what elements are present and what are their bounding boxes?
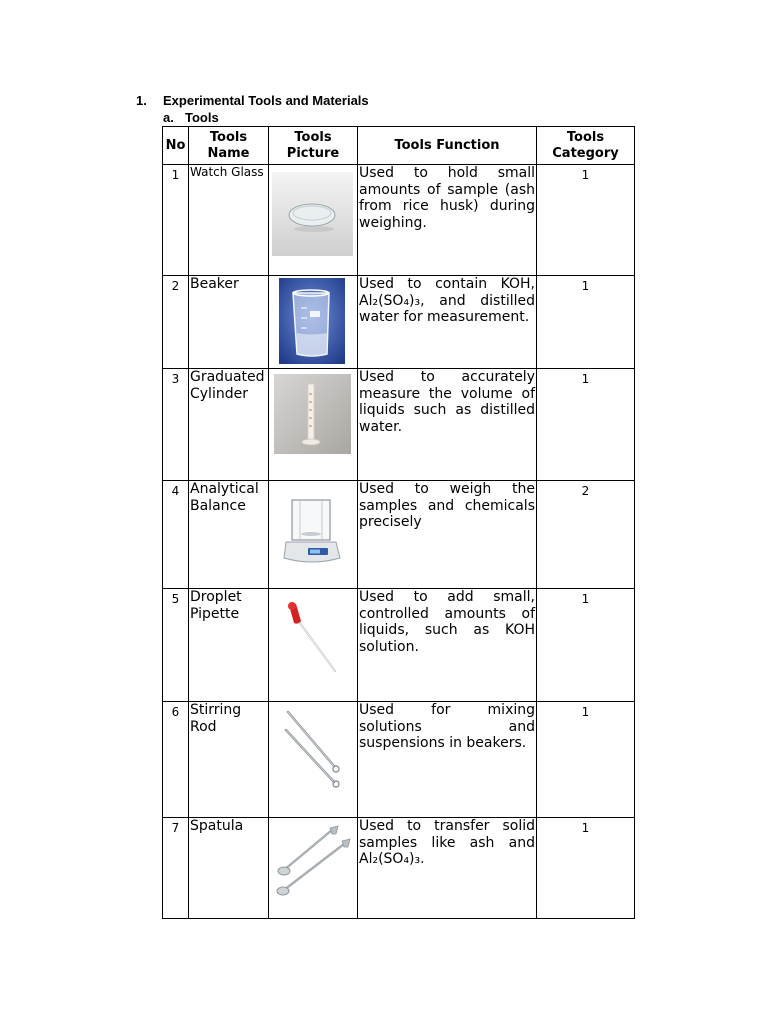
table-row bbox=[163, 702, 635, 818]
tool-category: 2 bbox=[537, 481, 635, 589]
tool-function: Used for mixing solutions and suspensions in beakers. bbox=[358, 702, 537, 818]
row-number: 1 bbox=[163, 165, 189, 276]
table-row bbox=[163, 276, 635, 369]
table-row bbox=[163, 369, 635, 481]
tool-name: Watch Glass bbox=[189, 165, 269, 276]
graduated-cylinder-icon bbox=[274, 374, 351, 454]
tool-function: Used to weigh the samples and chemicals precisely bbox=[358, 481, 537, 589]
subsection-heading bbox=[163, 110, 219, 125]
table-row bbox=[163, 481, 635, 589]
tool-function: Used to hold small amounts of sample (ash from rice husk) during weighing. bbox=[358, 165, 537, 276]
spatula-icon bbox=[274, 824, 354, 900]
tool-name: Graduated Cylinder bbox=[189, 369, 269, 481]
section-number: 1. bbox=[136, 93, 147, 108]
table-row bbox=[163, 818, 635, 919]
tool-picture bbox=[269, 276, 358, 369]
tool-name: Spatula bbox=[189, 818, 269, 919]
tools-table bbox=[162, 126, 635, 919]
header-tools-picture: Tools Picture bbox=[269, 127, 358, 165]
row-number: 6 bbox=[163, 702, 189, 818]
tool-picture bbox=[269, 369, 358, 481]
analytical-balance-icon bbox=[282, 498, 342, 570]
header-tools-function: Tools Function bbox=[358, 127, 537, 165]
section-heading bbox=[136, 93, 369, 108]
tool-picture bbox=[269, 702, 358, 818]
tool-category: 1 bbox=[537, 165, 635, 276]
row-number: 4 bbox=[163, 481, 189, 589]
beaker-icon bbox=[279, 278, 345, 364]
tool-name: Analytical Balance bbox=[189, 481, 269, 589]
header-no: No bbox=[163, 127, 189, 165]
watch-glass-icon bbox=[272, 172, 353, 256]
tool-function: Used to contain KOH, Al₂(SO₄)₃, and distilled water for measurement. bbox=[358, 276, 537, 369]
table-row bbox=[163, 165, 635, 276]
row-number: 7 bbox=[163, 818, 189, 919]
header-tools-category: Tools Category bbox=[537, 127, 635, 165]
tool-picture bbox=[269, 165, 358, 276]
section-title: Experimental Tools and Materials bbox=[163, 93, 369, 108]
tool-picture bbox=[269, 589, 358, 702]
tool-category: 1 bbox=[537, 369, 635, 481]
tool-name: Beaker bbox=[189, 276, 269, 369]
tool-name: Stirring Rod bbox=[189, 702, 269, 818]
droplet-pipette-icon bbox=[283, 601, 341, 675]
tool-function: Used to accurately measure the volume of liquids such as distilled water. bbox=[358, 369, 537, 481]
subsection-title: Tools bbox=[185, 110, 219, 125]
stirring-rod-icon bbox=[282, 708, 344, 788]
row-number: 3 bbox=[163, 369, 189, 481]
row-number: 2 bbox=[163, 276, 189, 369]
tool-category: 1 bbox=[537, 589, 635, 702]
tool-name: Droplet Pipette bbox=[189, 589, 269, 702]
tool-category: 1 bbox=[537, 818, 635, 919]
tool-category: 1 bbox=[537, 276, 635, 369]
header-tools-name: Tools Name bbox=[189, 127, 269, 165]
tool-function: Used to add small, controlled amounts of liquids, such as KOH solution. bbox=[358, 589, 537, 702]
tool-category: 1 bbox=[537, 702, 635, 818]
tool-picture bbox=[269, 481, 358, 589]
table-row bbox=[163, 589, 635, 702]
row-number: 5 bbox=[163, 589, 189, 702]
tool-picture bbox=[269, 818, 358, 919]
tool-function: Used to transfer solid samples like ash and Al₂(SO₄)₃. bbox=[358, 818, 537, 919]
table-header-row bbox=[163, 127, 635, 165]
subsection-number: a. bbox=[163, 110, 174, 125]
